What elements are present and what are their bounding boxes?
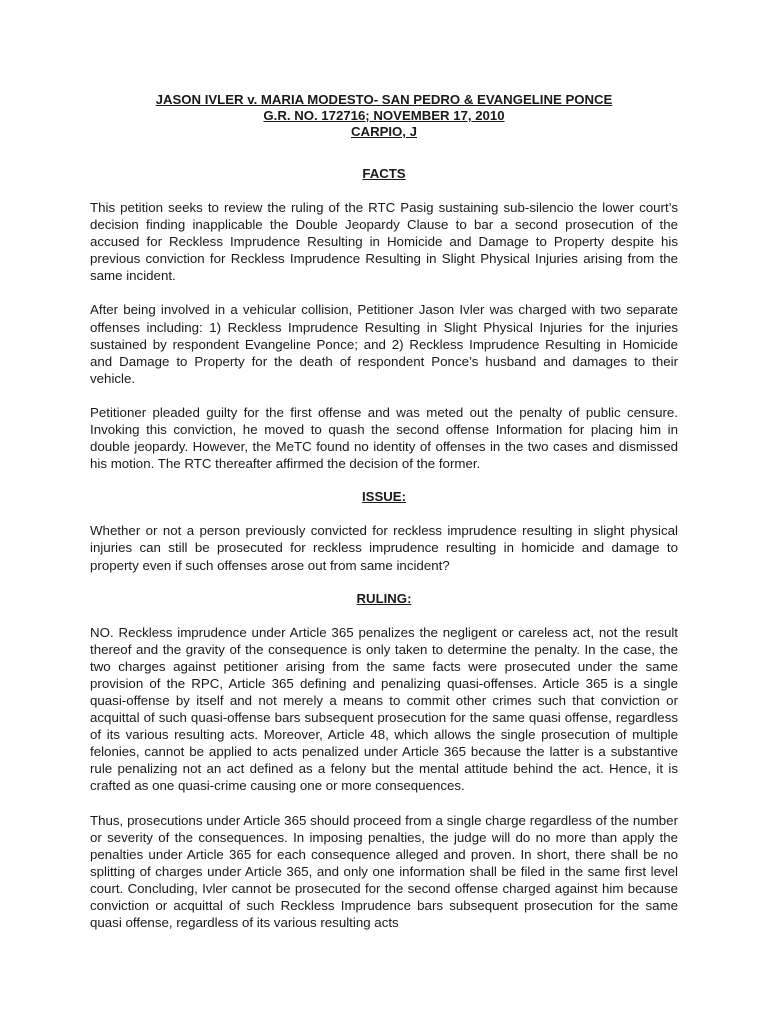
ruling-paragraph-1: NO. Reckless imprudence under Article 365 penalizes the negligent or careless act, not the result thereof and the gravity of the consequence is only taken to determine the penalty. In the case, the two charges against petitioner arising from the same facts were prosecuted under the same provision of the RPC, Article 365 defining and penalizing quasi-offenses. Article 365 is a single quasi-offense by itself and not merely a means to commit other crimes such that conviction or acquittal of such quasi-offense bars subsequent prosecution for the same quasi offense, regardless of its various resulting acts. Moreover, Article 48, which allows the single prosecution of multiple felonies, cannot be applied to acts penalized under Article 365 because the latter is a substantive rule penalizing not an act defined as a felony but the mental attitude behind the act. Hence, it is crafted as one quasi-crime causing one or more consequences. (90, 624, 678, 794)
facts-heading: FACTS (362, 166, 406, 181)
facts-paragraph-2: After being involved in a vehicular collision, Petitioner Jason Ivler was charged with two separate offenses including: 1) Reckless Imprudence Resulting in Slight Physical Injuries for the injuries sustained by respondent Evangeline Ponce; and 2) Reckless Imprudence Resulting in Homicide and Damage to Property for the death of respondent Ponce’s husband and damages to their vehicle. (90, 302, 678, 386)
issue-heading: ISSUE: (362, 489, 406, 505)
document-page (90, 92, 678, 948)
case-header (90, 92, 678, 140)
case-title: JASON IVLER v. MARIA MODESTO- SAN PEDRO & EVANGELINE PONCE (155, 92, 613, 107)
issue-paragraph-1: Whether or not a person previously convicted for reckless imprudence resulting in slight physical injuries can still be prosecuted for reckless imprudence resulting in homicide and damage to property even if such offenses arose out from same incident? (90, 523, 678, 573)
gr-number: G.R. NO. 172716; NOVEMBER 17, 2010 (263, 108, 505, 123)
facts-paragraph-1: This petition seeks to review the ruling of the RTC Pasig sustaining sub-silencio the lower court’s decision finding inapplicable the Double Jeopardy Clause to bar a second prosecution of the accused for Reckless Imprudence Resulting in Homicide and Damage to Property despite his previous conviction for Reckless Imprudence Resulting in Slight Physical Injuries arising from the same incident. (90, 200, 678, 284)
facts-paragraph-3: Petitioner pleaded guilty for the first offense and was meted out the penalty of public censure. Invoking this conviction, he moved to quash the second offense Information for placing him in double jeopardy. However, the MeTC found no identity of offenses in the two cases and dismissed his motion. The RTC thereafter affirmed the decision of the former. (90, 404, 678, 472)
ruling-paragraph-2: Thus, prosecutions under Article 365 should proceed from a single charge regardless of the number or severity of the consequences. In imposing penalties, the judge will do no more than apply the penalties under Article 365 for each consequence alleged and proven. In short, there shall be no splitting of charges under Article 365, and only one information shall be filed in the same first level court. Concluding, Ivler cannot be prosecuted for the second offense charged against him because conviction or acquittal of such Reckless Imprudence bars subsequent prosecution for the same quasi offense, regardless of its various resulting acts (90, 812, 678, 931)
ruling-heading: RULING: (356, 590, 412, 606)
ponente: CARPIO, J (351, 124, 417, 139)
